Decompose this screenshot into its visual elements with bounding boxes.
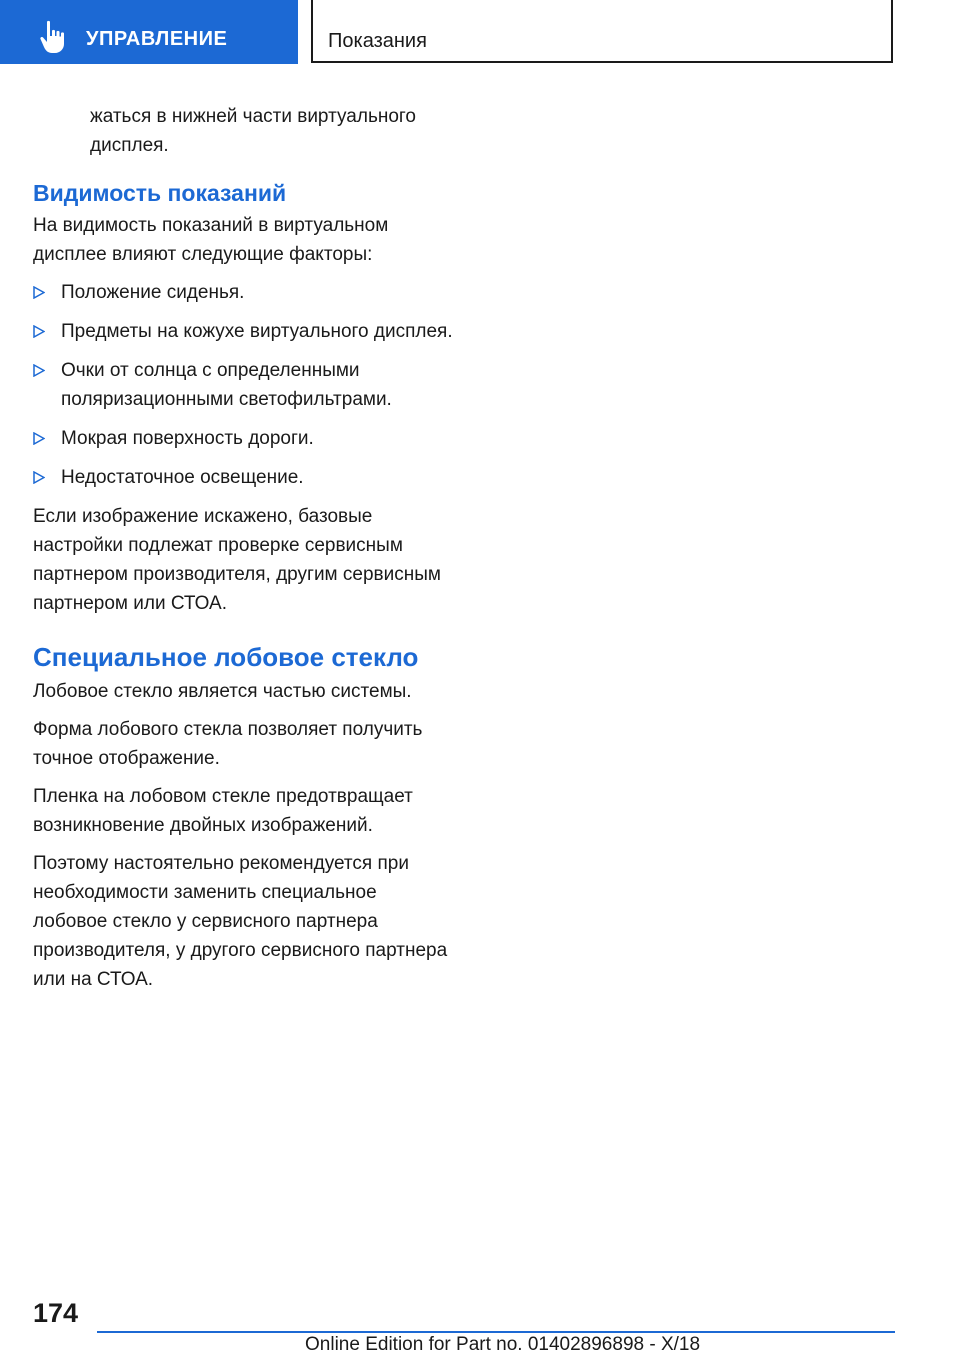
factor-list	[33, 278, 453, 492]
factor-text: Недостаточное освещение.	[61, 467, 304, 488]
list-item	[33, 424, 453, 453]
pointing-hand-icon	[38, 20, 70, 54]
windshield-paragraph: Поэтому настоятельно рекомендуется при необходимости заменить специальное лобовое стекло у сервисного партнера производителя, у другого сервисного партнера или на СТОА.	[33, 853, 448, 990]
visibility-intro: На видимость показаний в виртуальном дисплее влияют следующие факторы:	[33, 215, 389, 265]
list-item	[33, 278, 453, 307]
triangle-bullet-icon	[33, 432, 45, 445]
factor-text: Положение сиденья.	[61, 282, 245, 303]
continuation-text: жаться в нижней части виртуального дисплея.	[90, 106, 416, 156]
windshield-paragraph: Лобовое стекло является частью системы.	[33, 681, 412, 702]
list-item	[33, 356, 453, 414]
list-item	[33, 463, 453, 492]
visibility-heading: Видимость показаний	[33, 180, 287, 206]
factor-text: Мокрая поверхность дороги.	[61, 428, 314, 449]
footer-divider	[97, 1331, 895, 1333]
edition-text: Online Edition for Part no. 01402896898 - X/18	[305, 1334, 701, 1355]
factor-text: Очки от солнца с определенными поляризационными светофильтрами.	[61, 360, 392, 410]
list-item	[33, 317, 453, 346]
section-tab	[0, 0, 298, 64]
windshield-paragraph: Форма лобового стекла позволяет получить точное отображение.	[33, 719, 423, 769]
page-title: Показания	[328, 30, 427, 52]
triangle-bullet-icon	[33, 364, 45, 377]
triangle-bullet-icon	[33, 325, 45, 338]
triangle-bullet-icon	[33, 286, 45, 299]
triangle-bullet-icon	[33, 471, 45, 484]
page-number: 174	[33, 1298, 79, 1328]
page-header	[311, 0, 893, 63]
visibility-note: Если изображение искажено, базовые настройки подлежат проверке сервисным партнером производителя, другим сервисным партнером или СТОА.	[33, 506, 441, 614]
factor-text: Предметы на кожухе виртуального дисплея.	[61, 321, 453, 342]
main-content	[33, 102, 453, 1003]
windshield-paragraph: Пленка на лобовом стекле предотвращает возникновение двойных изображений.	[33, 786, 413, 836]
section-label: УПРАВЛЕНИЕ	[86, 28, 228, 50]
windshield-heading: Специальное лобовое стекло	[33, 642, 419, 672]
